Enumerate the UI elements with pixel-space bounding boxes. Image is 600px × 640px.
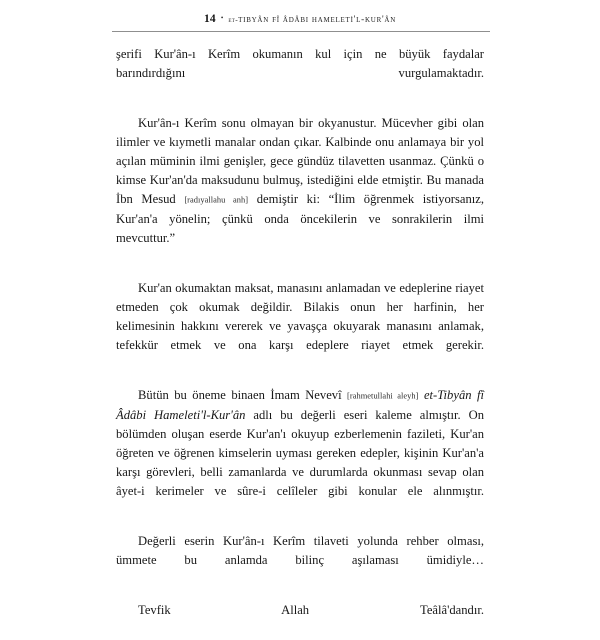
header-separator-bullet: • bbox=[220, 14, 224, 22]
honorific-rahmetullahi-aleyh: [rahmetullahi aleyh] bbox=[347, 391, 419, 401]
header-title-prefix: et- bbox=[228, 15, 239, 24]
work-title-italic: et-Tibyân fî Âdâbi Hameleti'l-Kur'ân bbox=[116, 388, 484, 423]
paragraph-2-part-b: demiştir ki: “İlim öğrenmek istiyorsanız, Kur'an'a yönelin; çünkü onda öncekilerin ve sonrakilerin ilmi mevcuttur.” bbox=[116, 192, 485, 246]
running-header bbox=[112, 14, 488, 30]
paragraph-6: Tevfik Allah Teâlâ'dandır. bbox=[138, 603, 484, 618]
paragraph-2-part-a: Kur'ân-ı Kerîm sonu olmayan bir okyanustur. Mücevher gibi olan ilimler ve kıymetli manalar ondan çıkar. Kalbinde onu anlamaya bir yol açılan müminin ilmi genişler, gece gündüz tilavetten usanmaz. Çünkü o kimse Kur'an'da maksudunu bulmuş, istediğini elde etmiştir. Bu manada İbn Mesud bbox=[116, 116, 484, 207]
paragraph-4-part-a: Bütün bu öneme binaen İmam Nevevî bbox=[138, 388, 348, 403]
running-header-line bbox=[112, 14, 488, 26]
honorific-radiyallahu-anh: [radıyallahu anh] bbox=[184, 195, 249, 205]
header-book-title bbox=[228, 16, 396, 25]
paragraph-4-part-b: adlı bu değerli eseri kaleme almıştır. On bölümden oluşan eserde Kur'an'ı okuyup ezberlemenin fazileti, Kur'an öğreten ve öğrenen kimselerin uyması gereken edepler, kişinin Kur'an'a karşı görevleri, belli zamanlarda ve durumlarda okunması sevap olan âyet-i kerimeler ve sûre-i celîleler gibi konular ele alınmıştır. bbox=[116, 408, 484, 499]
page-number: 14 bbox=[203, 13, 216, 25]
paragraph-1: şerifi Kur'ân-ı Kerîm okumanın kul için ne büyük faydalar barındırdığını vurgulamaktadır. bbox=[116, 47, 484, 81]
paragraph-2 bbox=[116, 114, 484, 267]
body-text-block bbox=[116, 45, 484, 640]
header-rule-divider bbox=[112, 31, 490, 32]
header-title-main: tibyân fî âdâbi hameleti̇'l-kur'ân bbox=[238, 15, 397, 25]
paragraph-4 bbox=[116, 386, 484, 520]
paragraph-5: Değerli eserin Kur'ân-ı Kerîm tilaveti yolunda rehber olması, ümmete bu anlamda bilinç aşılaması ümidiyle… bbox=[116, 534, 484, 568]
paragraph-3: Kur'an okumaktan maksat, manasını anlamadan ve edeplerine riayet etmeden çok okumak değildir. Bilakis onun her harfinin, her kelimesinin hakkını vererek ve yavaşça okuyarak manasını anlamak, tefekkür etmek ve ona karşı edeplere riayet etmek gerekir. bbox=[116, 281, 484, 353]
